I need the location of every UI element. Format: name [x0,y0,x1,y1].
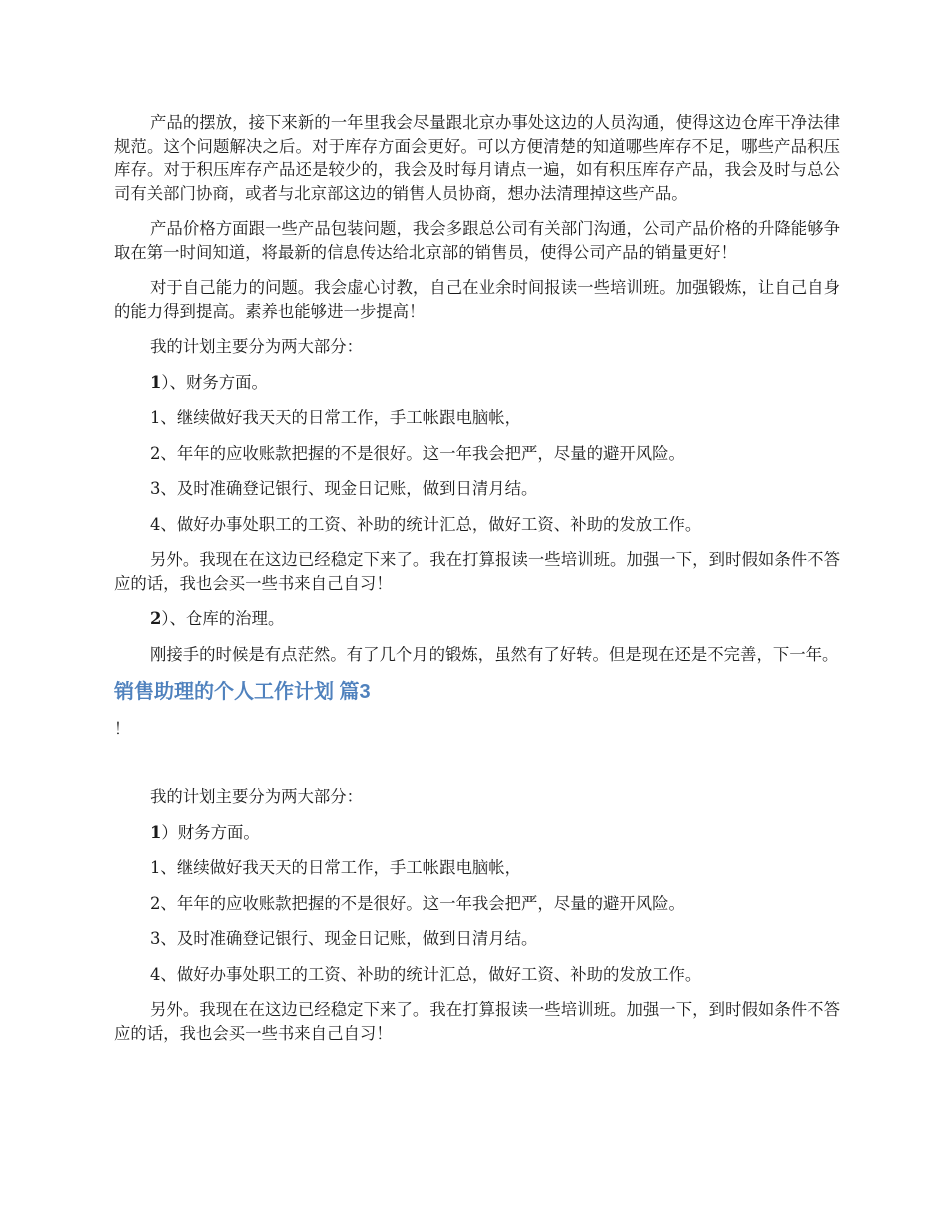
list-number: 1 [150,822,162,842]
list-text: ）财务方面。 [161,822,260,842]
paragraph-self-ability: 对于自己能力的问题。我会虚心讨教，自己在业余时间报读一些培训班。加强锻炼，让自己自身的能力得到提高。素养也能够进一步提高！ [114,278,840,321]
blank-space [114,741,840,785]
list-number: 2 [150,609,162,628]
paragraph-product-placement: 产品的摆放，接下来新的一年里我会尽量跟北京办事处这边的人员沟通，使得这边仓库干净法律规范。这个问题解决之后。对于库存方面会更好。可以方便清楚的知道哪些库存不足，哪些产品积压库存。对于积压库存产品还是较少的，我会及时每月请点一遍，如有积压库存产品，我会及时与总公司有关部门协商，或者与北京部这边的销售人员协商，想办法清理掉这些产品。 [114,113,840,203]
paragraph-warehouse: 刚接手的时候是有点茫然。有了几个月的锻炼，虽然有了好转。但是现在还是不完善，下一年。 [150,644,839,664]
list-item: 1、继续做好我天天的日常工作，手工帐跟电脑帐， [150,408,522,427]
list-text: ）、财务方面。 [161,372,268,392]
list-item: 3、及时准确登记银行、现金日记账，做到日清月结。 [150,929,538,948]
paragraph-plan-intro: 我的计划主要分为两大部分： [150,787,364,806]
list-number: 1 [150,372,162,392]
section-heading: 销售助理的个人工作计划 篇3 [114,681,371,703]
list-item: 2、年年的应收账款把握的不是很好。这一年我会把严，尽量的避开风险。 [150,443,685,463]
exclamation-line: ！ [114,721,131,738]
paragraph-plan-intro: 我的计划主要分为两大部分： [150,337,364,356]
paragraph-product-price: 产品价格方面跟一些产品包装问题，我会多跟总公司有关部门沟通，公司产品价格的升降能够争取在第一时间知道，将最新的信息传达给北京部的销售员，使得公司产品的销量更好！ [114,219,840,262]
document-body [114,111,840,1057]
list-item: 4、做好办事处职工的工资、补助的统计汇总，做好工资、补助的发放工作。 [150,964,702,984]
paragraph-finance-heading [114,371,840,395]
paragraph-training: 另外。我现在在这边已经稳定下来了。我在打算报读一些培训班。加强一下，到时假如条件不答应的话，我也会买一些书来自己自习！ [114,1000,840,1043]
paragraph-finance-heading [114,821,840,845]
list-item: 4、做好办事处职工的工资、补助的统计汇总，做好工资、补助的发放工作。 [150,514,702,534]
list-item: 3、及时准确登记银行、现金日记账，做到日清月结。 [150,479,538,498]
list-item: 2、年年的应收账款把握的不是很好。这一年我会把严，尽量的避开风险。 [150,893,685,913]
paragraph-training: 另外。我现在在这边已经稳定下来了。我在打算报读一些培训班。加强一下，到时假如条件不答应的话，我也会买一些书来自己自习！ [114,550,840,593]
list-item: 1、继续做好我天天的日常工作，手工帐跟电脑帐， [150,858,522,877]
paragraph-warehouse-heading [114,607,840,631]
list-text: ）、仓库的治理。 [161,609,285,628]
